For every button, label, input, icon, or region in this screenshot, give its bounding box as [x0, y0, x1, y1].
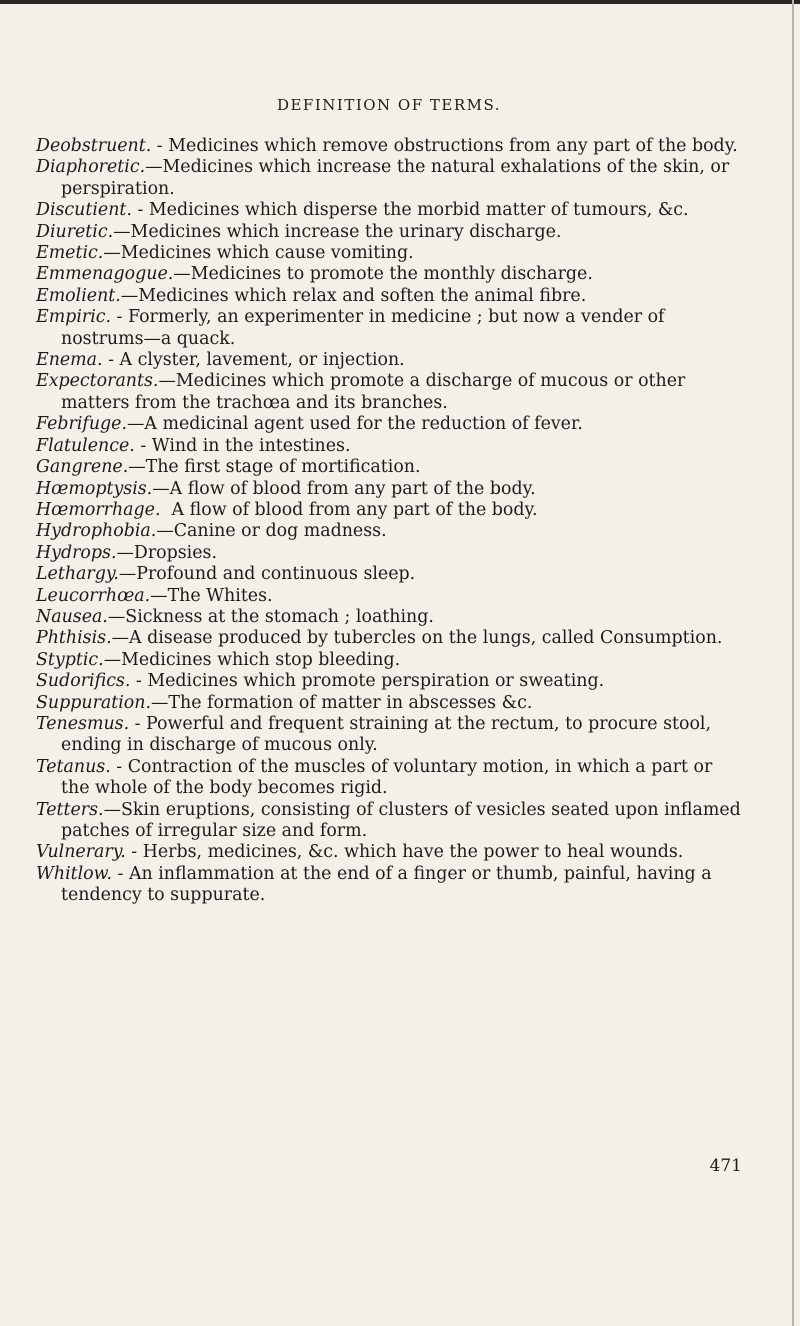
glossary-term: Vulnerary.	[36, 842, 126, 863]
term-separator: —	[103, 799, 121, 820]
glossary-term: Empiric.	[36, 307, 112, 328]
glossary-list	[36, 136, 742, 907]
glossary-entry	[36, 586, 742, 607]
glossary-entry	[36, 714, 742, 757]
glossary-definition: Medicines which promote a discharge of mucous or other matters from the trachœa and its branches.	[61, 371, 686, 413]
glossary-term: Hydrophobia.	[36, 521, 157, 542]
glossary-definition: Medicines which increase the urinary discharge.	[130, 221, 562, 242]
glossary-entry	[36, 371, 742, 414]
glossary-definition: Medicines which promote perspiration or sweating.	[147, 671, 605, 692]
glossary-entry	[36, 307, 742, 350]
term-separator: -	[102, 350, 120, 371]
term-separator: —	[152, 478, 170, 499]
glossary-definition: Wind in the intestines.	[151, 435, 351, 456]
term-separator: —	[120, 285, 139, 306]
glossary-entry	[36, 436, 742, 457]
glossary-term: Febrifuge.	[36, 414, 128, 435]
glossary-entry	[36, 650, 742, 671]
glossary-definition: Medicines which remove obstructions from any part of the body.	[168, 136, 738, 156]
glossary-entry	[36, 243, 742, 264]
glossary-term: Diuretic.	[36, 221, 114, 242]
glossary-term: Hydrops.	[36, 542, 117, 563]
term-separator: —	[111, 628, 129, 649]
glossary-definition: Herbs, medicines, &c. which have the power to heal wounds.	[142, 842, 684, 863]
term-separator: —	[113, 221, 131, 242]
term-separator: —	[145, 157, 163, 178]
glossary-definition: Medicines which disperse the morbid matter of tumours, &c.	[148, 200, 689, 221]
term-separator: -	[112, 863, 129, 884]
glossary-entry	[36, 457, 742, 478]
term-separator: —	[127, 414, 145, 435]
glossary-entry	[36, 414, 742, 435]
term-separator: —	[103, 243, 121, 264]
glossary-term: Deobstruent.	[36, 136, 152, 156]
glossary-definition: The Whites.	[167, 585, 273, 606]
glossary-definition: Profound and continuous sleep.	[136, 564, 416, 585]
glossary-entry	[36, 200, 742, 221]
term-separator: -	[130, 671, 148, 692]
term-separator: -	[134, 435, 152, 456]
glossary-definition: Powerful and frequent straining at the rectum, to procure stool, ending in discharge of mucous only.	[61, 713, 712, 756]
glossary-definition: Medicines to promote the monthly discharge.	[190, 264, 593, 285]
glossary-term: Emmenagogue.	[36, 264, 174, 285]
glossary-term: Gangrene.	[36, 457, 129, 478]
glossary-definition: Formerly, an experimenter in medicine ; but now a vender of nostrums—a quack.	[61, 307, 665, 349]
glossary-definition: Sickness at the stomach ; loathing.	[125, 606, 434, 627]
term-separator: -	[111, 307, 128, 328]
glossary-entry	[36, 543, 742, 564]
glossary-entry	[36, 607, 742, 628]
glossary-definition: Canine or dog madness.	[173, 521, 387, 542]
glossary-definition: A flow of blood from any part of the body.	[169, 478, 536, 499]
glossary-definition: A disease produced by tubercles on the lungs, called Consumption.	[128, 628, 723, 649]
glossary-definition: Medicines which increase the natural exhalations of the skin, or perspiration.	[61, 157, 730, 199]
glossary-entry	[36, 693, 742, 714]
term-separator: -	[125, 842, 143, 863]
glossary-term: Leucorrhœa.	[36, 585, 151, 606]
glossary-definition: The first stage of mortification.	[145, 457, 421, 478]
glossary-term: Expectorants.	[36, 371, 159, 392]
glossary-term: Flatulence.	[36, 435, 135, 456]
glossary-definition: The formation of matter in abscesses &c.	[168, 692, 533, 713]
glossary-entry	[36, 628, 742, 649]
book-page	[36, 96, 742, 1176]
glossary-term: Diaphoretic.	[36, 157, 146, 178]
glossary-term: Tetters.	[36, 799, 104, 820]
glossary-entry	[36, 521, 742, 542]
term-separator: —	[151, 692, 169, 713]
term-separator: —	[118, 564, 137, 585]
glossary-term: Suppuration.	[36, 692, 152, 713]
term-separator: —	[107, 606, 126, 627]
term-separator: —	[128, 457, 146, 478]
glossary-entry	[36, 864, 742, 907]
glossary-entry	[36, 500, 742, 521]
glossary-entry	[36, 264, 742, 285]
term-separator: -	[110, 756, 128, 777]
glossary-entry	[36, 350, 742, 371]
glossary-definition: Dropsies.	[133, 542, 217, 563]
term-separator: —	[103, 649, 122, 670]
glossary-definition: Contraction of the muscles of voluntary motion, in which a part or the whole of the body becomes rigid.	[61, 756, 713, 799]
glossary-definition: Medicines which stop bleeding.	[121, 649, 401, 670]
glossary-entry	[36, 671, 742, 692]
glossary-term: Tenesmus.	[36, 713, 130, 734]
glossary-entry	[36, 800, 742, 843]
glossary-term: Lethargy.	[36, 564, 119, 585]
glossary-term: Nausea.	[36, 606, 108, 627]
running-head: DEFINITION OF TERMS.	[276, 96, 502, 114]
glossary-term: Hœmoptysis.	[36, 478, 153, 499]
term-separator: -	[131, 200, 149, 221]
glossary-entry	[36, 136, 742, 157]
glossary-term: Styptic.	[36, 649, 104, 670]
glossary-definition: A flow of blood from any part of the body.	[171, 499, 538, 520]
page-number: 471	[709, 1156, 742, 1176]
glossary-definition: A medicinal agent used for the reduction of fever.	[144, 414, 583, 435]
term-separator: —	[150, 585, 168, 606]
term-separator: —	[116, 542, 134, 563]
glossary-entry	[36, 842, 742, 863]
term-separator: —	[158, 371, 176, 392]
glossary-term: Sudorifics.	[36, 671, 131, 692]
glossary-term: Hœmorrhage.	[36, 499, 161, 520]
term-separator: —	[173, 264, 191, 285]
glossary-term: Discutient.	[36, 200, 132, 221]
glossary-term: Phthisis.	[36, 628, 112, 649]
glossary-term: Emetic.	[36, 243, 104, 264]
glossary-entry	[36, 564, 742, 585]
glossary-term: Enema.	[36, 350, 103, 371]
glossary-definition: An inflammation at the end of a finger or thumb, painful, having a tendency to suppurate.	[61, 863, 712, 906]
glossary-definition: Skin eruptions, consisting of clusters of vesicles seated upon inflamed patches of irregular size and form.	[61, 799, 741, 841]
glossary-definition: A clyster, lavement, or injection.	[119, 350, 405, 371]
glossary-entry	[36, 286, 742, 307]
right-margin-rule	[792, 0, 794, 1326]
glossary-entry	[36, 157, 742, 200]
glossary-term: Emolient.	[36, 285, 121, 306]
glossary-definition: Medicines which cause vomiting.	[120, 243, 414, 264]
glossary-entry	[36, 757, 742, 800]
glossary-term: Tetanus.	[36, 756, 111, 777]
term-separator: -	[129, 713, 147, 734]
glossary-entry	[36, 479, 742, 500]
glossary-definition: Medicines which relax and soften the animal fibre.	[138, 285, 587, 306]
glossary-term: Whitlow.	[36, 863, 113, 884]
term-separator: —	[156, 521, 174, 542]
term-separator: -	[151, 136, 169, 156]
top-border-rule	[0, 0, 800, 4]
term-separator	[160, 500, 171, 520]
glossary-entry	[36, 222, 742, 243]
